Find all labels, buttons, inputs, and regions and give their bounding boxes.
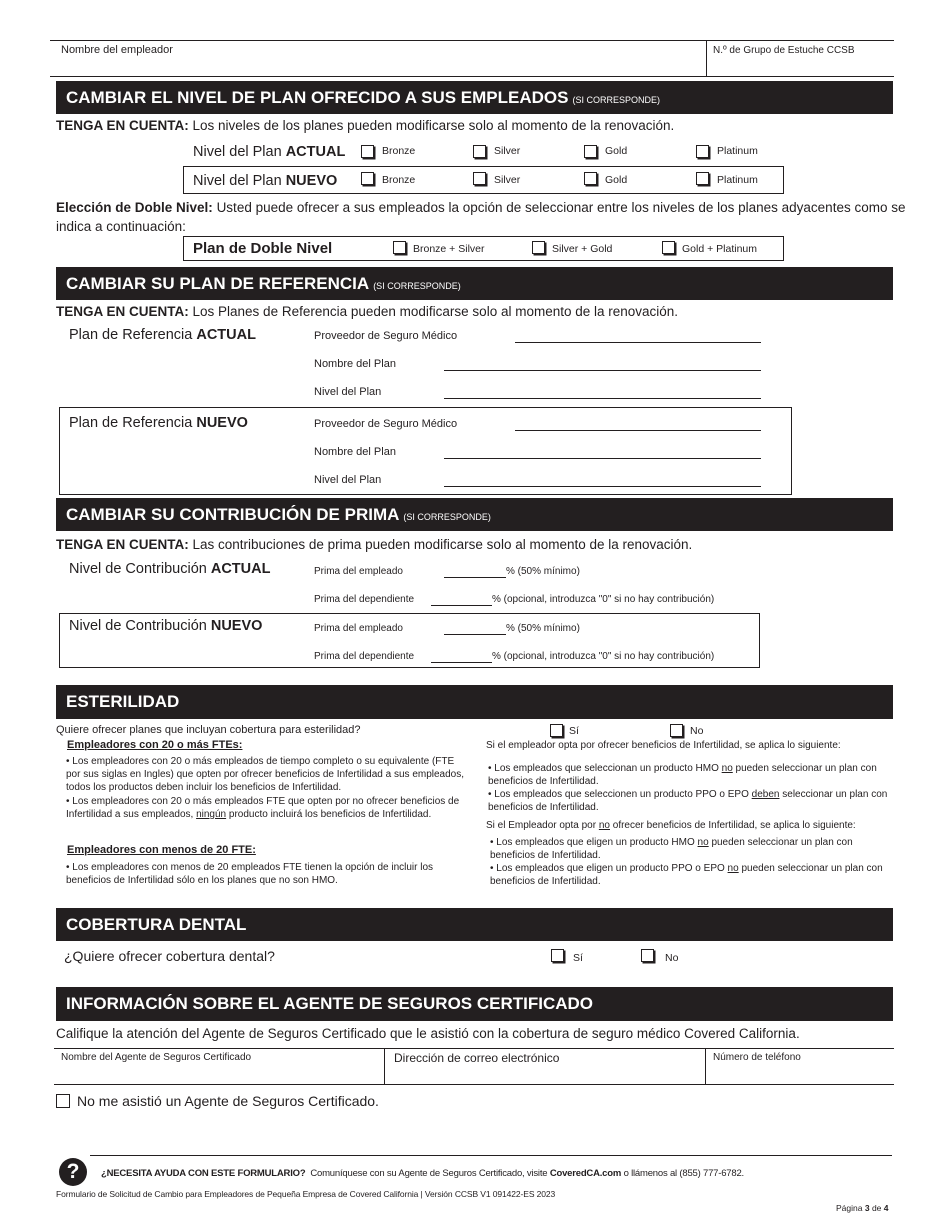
new-dependent-premium-suffix: % (opcional, introduzca "0" si no hay contribución) (492, 651, 715, 662)
new-platinum-label: Platinum (717, 174, 758, 186)
dental-section-header (56, 908, 893, 941)
current-plan-level-input[interactable] (444, 398, 761, 399)
gold-platinum-label: Gold + Platinum (682, 243, 757, 255)
infertility-right-intro-1: Si el empleador opta por ofrecer beneficios de Infertilidad, se aplica lo siguiente: (486, 740, 841, 751)
agent-table-divider-1 (384, 1048, 385, 1085)
infertility-right-bullet-3: • Los empleados que eligen un producto HMO no pueden seleccionar un plan con beneficios de Infertilidad. (490, 837, 853, 861)
header-bottom-rule (50, 76, 894, 77)
group-number-field[interactable] (713, 45, 855, 56)
dental-yes-label: Sí (573, 952, 583, 964)
infertility-no-checkbox[interactable] (670, 724, 683, 737)
form-info: Formulario de Solicitud de Cambio para Empleadores de Pequeña Empresa de Covered California | Versión CCSB V1 091422-ES 2023 (56, 1189, 556, 1199)
plan-level-title-note: (SI CORRESPONDE) (572, 94, 661, 105)
silver-gold-label: Silver + Gold (552, 243, 613, 255)
infertility-question: Quiere ofrecer planes que incluyan cobertura para esterilidad? (56, 724, 361, 736)
contribution-title-note: (SI CORRESPONDE) (403, 511, 491, 522)
infertility-section-header (56, 685, 893, 719)
help-text: ¿NECESITA AYUDA CON ESTE FORMULARIO? Comuníquese con su Agente de Seguros Certificado, visite CoveredCA.com o llámenos al (855) 777-6782. (101, 1168, 744, 1179)
current-gold-label: Gold (605, 145, 628, 157)
infertility-title: ESTERILIDAD (66, 692, 180, 711)
agent-name-label: Nombre del Agente de Seguros Certificado (61, 1052, 252, 1063)
agent-intro: Califique la atención del Agente de Seguros Certificado que le asistió con la cobertura de seguro médico Covered California. (56, 1026, 800, 1041)
current-plan-name-label: Nombre del Plan (314, 358, 396, 370)
footer-rule (90, 1155, 892, 1156)
dental-no-label: No (665, 952, 679, 964)
current-platinum-label: Platinum (717, 145, 758, 157)
current-employee-premium-input[interactable] (444, 577, 506, 578)
new-silver-checkbox[interactable] (473, 172, 486, 185)
employer-name-field[interactable] (61, 44, 173, 56)
infertility-right-bullet-1: • Los empleados que seleccionan un producto HMO no pueden seleccionar un plan con beneficios de Infertilidad. (488, 763, 877, 787)
infertility-left-bullet-3: • Los empleadores con menos de 20 empleados FTE tienen la opción de incluir los beneficios de Infertilidad sólo en los planes que no son HMO. (66, 862, 434, 886)
plan-level-section-header (56, 81, 893, 114)
covered-ca-link[interactable]: CoveredCA.com (549, 1168, 622, 1179)
infertility-left-heading-1: Empleadores con 20 o más FTEs: (67, 739, 243, 751)
gold-platinum-checkbox[interactable] (662, 241, 675, 254)
current-plan-level-label: Nivel del Plan ACTUAL (193, 144, 346, 160)
current-gold-checkbox[interactable] (584, 145, 597, 158)
dual-level-note (56, 198, 916, 236)
reference-plan-section-header (56, 267, 893, 300)
new-carrier-input[interactable] (515, 430, 761, 431)
infertility-right-bullet-2: • Los empleados que seleccionen un producto PPO o EPO deben seleccionar un plan con beneficios de Infertilidad. (488, 789, 888, 813)
agent-table-bottom-rule (54, 1084, 894, 1085)
infertility-right-bullets-2 (490, 836, 894, 888)
infertility-left-bullet-2: • Los empleadores con 20 o más empleados FTE que opten por no ofrecer beneficios de Infertilidad a sus empleados, ningún producto incluirá los beneficios de Infertilidad. (66, 796, 460, 820)
agent-phone-field[interactable] (713, 1052, 801, 1063)
new-plan-level-field-label: Nivel del Plan (314, 474, 382, 486)
new-contribution-label: Nivel de Contribución NUEVO (69, 618, 263, 634)
new-reference-plan-label: Plan de Referencia NUEVO (69, 415, 248, 431)
current-dependent-premium-input[interactable] (431, 605, 492, 606)
current-employee-premium-suffix: % (50% mínimo) (506, 566, 580, 577)
new-platinum-checkbox[interactable] (696, 172, 709, 185)
new-silver-label: Silver (494, 174, 521, 186)
current-carrier-input[interactable] (515, 342, 761, 343)
new-plan-level-label: Nivel del Plan NUEVO (193, 173, 338, 189)
current-plan-name-input[interactable] (444, 370, 761, 371)
new-employee-premium-input[interactable] (444, 634, 506, 635)
plan-level-title: CAMBIAR EL NIVEL DE PLAN OFRECIDO A SUS EMPLEADOS (66, 87, 569, 107)
current-bronze-label: Bronze (382, 145, 416, 157)
infertility-right-intro-2: Si el Empleador opta por no ofrecer beneficios de Infertilidad, se aplica lo siguiente: (486, 820, 856, 831)
dental-question: ¿Quiere ofrecer cobertura dental? (64, 948, 275, 964)
no-agent-checkbox[interactable] (56, 1094, 70, 1108)
current-dependent-premium-suffix: % (opcional, introduzca "0" si no hay contribución) (492, 594, 715, 605)
new-bronze-checkbox[interactable] (361, 172, 374, 185)
new-employee-premium-label: Prima del empleado (314, 623, 403, 634)
plan-level-note-text: Los niveles de los planes pueden modificarse solo al momento de la renovación. (192, 118, 675, 133)
agent-section-header (56, 987, 893, 1021)
dental-title: COBERTURA DENTAL (66, 914, 247, 934)
agent-phone-label: Número de teléfono (713, 1052, 801, 1063)
new-employee-premium-suffix: % (50% mínimo) (506, 623, 580, 634)
header-divider (706, 40, 707, 77)
employer-name-label: Nombre del empleador (61, 44, 173, 56)
new-plan-level-input[interactable] (444, 486, 761, 487)
agent-email-field[interactable] (394, 1051, 559, 1065)
contribution-title: CAMBIAR SU CONTRIBUCIÓN DE PRIMA (66, 504, 400, 524)
current-reference-plan-label: Plan de Referencia ACTUAL (69, 327, 256, 343)
agent-name-field[interactable] (61, 1052, 251, 1063)
infertility-left-bullet-1: • Los empleadores con 20 o más empleados de tiempo completo o su equivalente (FTE por sus siglas en Ingles) que opten por ofrecer beneficios de Infertilidad a sus empleados, todos los productos deben incluir los beneficios de Infertilidad. (66, 756, 465, 793)
dual-level-note-bold: Elección de Doble Nivel: (56, 200, 213, 215)
group-number-label: N.º de Grupo de Estuche CCSB (713, 45, 855, 56)
infertility-yes-checkbox[interactable] (550, 724, 563, 737)
current-employee-premium-label: Prima del empleado (314, 566, 403, 577)
no-agent-label: No me asistió un Agente de Seguros Certificado. (77, 1093, 379, 1109)
dental-yes-checkbox[interactable] (551, 949, 564, 962)
plan-level-note-bold: TENGA EN CUENTA: (56, 118, 189, 133)
contribution-note: TENGA EN CUENTA: Las contribuciones de prima pueden modificarse solo al momento de la renovación. (56, 537, 693, 552)
dental-no-checkbox[interactable] (641, 949, 654, 962)
new-gold-label: Gold (605, 174, 628, 186)
reference-plan-title-note: (SI CORRESPONDE) (373, 280, 461, 291)
dual-level-note-text: Usted puede ofrecer a sus empleados la opción de seleccionar entre los niveles de los planes adyacentes como se indica a continuación: (56, 200, 906, 234)
current-platinum-checkbox[interactable] (696, 145, 709, 158)
current-carrier-label: Proveedor de Seguro Médico (314, 330, 458, 342)
infertility-left-heading-2: Empleadores con menos de 20 FTE: (67, 844, 256, 856)
plan-level-note (56, 118, 674, 133)
current-plan-level-field-label: Nivel del Plan (314, 386, 382, 398)
new-plan-name-label: Nombre del Plan (314, 446, 396, 458)
infertility-right-bullet-4: • Los empleados que eligen un producto PPO o EPO no pueden seleccionar un plan con beneficios de Infertilidad. (490, 863, 883, 887)
silver-gold-checkbox[interactable] (532, 241, 545, 254)
current-silver-label: Silver (494, 145, 521, 157)
infertility-right-bullets-1 (488, 762, 894, 814)
bronze-silver-checkbox[interactable] (393, 241, 406, 254)
agent-table-top-rule (54, 1048, 894, 1049)
infertility-no-label: No (690, 725, 704, 737)
infertility-yes-label: Sí (569, 725, 579, 737)
help-icon: ? (59, 1158, 87, 1186)
reference-plan-title: CAMBIAR SU PLAN DE REFERENCIA (66, 273, 370, 293)
agent-table-divider-2 (705, 1048, 706, 1085)
current-dependent-premium-label: Prima del dependiente (314, 594, 415, 605)
bronze-silver-label: Bronze + Silver (413, 243, 485, 255)
agent-email-label: Dirección de correo electrónico (394, 1051, 560, 1065)
current-silver-checkbox[interactable] (473, 145, 486, 158)
infertility-left-bullets-1 (66, 755, 470, 821)
new-dependent-premium-input[interactable] (431, 662, 492, 663)
contribution-section-header (56, 498, 893, 531)
current-bronze-checkbox[interactable] (361, 145, 374, 158)
new-bronze-label: Bronze (382, 174, 416, 186)
new-dependent-premium-label: Prima del dependiente (314, 651, 415, 662)
new-gold-checkbox[interactable] (584, 172, 597, 185)
header-top-rule (50, 40, 894, 41)
agent-title: INFORMACIÓN SOBRE EL AGENTE DE SEGUROS CERTIFICADO (66, 994, 594, 1013)
reference-plan-note: TENGA EN CUENTA: Los Planes de Referencia pueden modificarse solo al momento de la renovación. (56, 304, 679, 319)
current-contribution-label: Nivel de Contribución ACTUAL (69, 561, 271, 577)
dual-level-label: Plan de Doble Nivel (193, 240, 333, 257)
page-number: Página 3 de 4 (836, 1203, 889, 1213)
new-plan-name-input[interactable] (444, 458, 761, 459)
new-carrier-label: Proveedor de Seguro Médico (314, 418, 458, 430)
